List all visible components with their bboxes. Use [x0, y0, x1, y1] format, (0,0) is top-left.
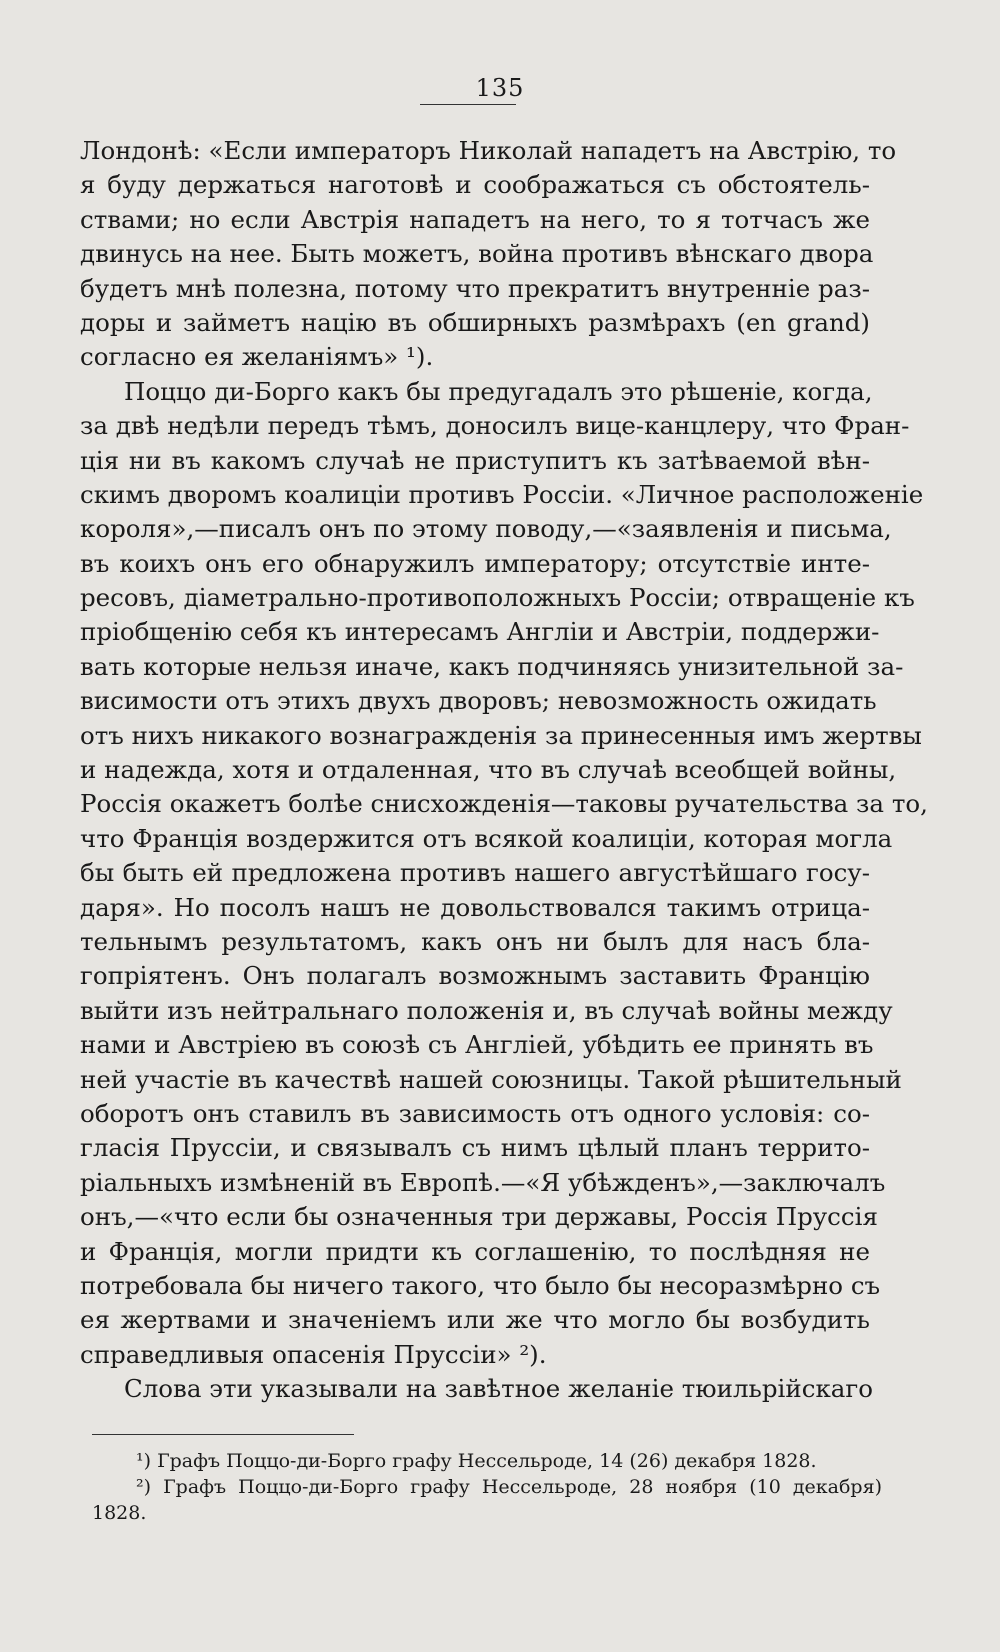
- text-line: доры и займетъ націю въ обширныхъ размѣрахъ (en grand): [80, 307, 870, 337]
- page-number: 135: [475, 74, 525, 102]
- text-line: нами и Австріею въ союзѣ съ Англіей, убѣдить ее принять въ: [80, 1030, 874, 1060]
- text-line: Лондонѣ: «Если императоръ Николай нападетъ на Австрію, то: [80, 136, 897, 165]
- text-line: ея жертвами и значеніемъ или же что могло бы возбудить: [80, 1305, 870, 1335]
- text-line: что Франція воздержится отъ всякой коалиціи, которая могла: [80, 823, 893, 853]
- text-line: гласія Пруссіи, и связывалъ съ нимъ цѣлый планъ террито-: [80, 1133, 870, 1163]
- text-line: бы быть ей предложена противъ нашего августѣйшаго госу-: [80, 858, 870, 888]
- text-line: и Франція, могли придти къ соглашенію, то послѣдняя не: [80, 1236, 870, 1266]
- text-line: ресовъ, діаметрально-противоположныхъ Россіи; отвращеніе къ: [80, 583, 915, 613]
- text-line: Россія окажетъ болѣе снисхожденія—таковы ручательства за то,: [80, 789, 928, 819]
- body-text: [80, 134, 928, 1406]
- text-line: согласно ея желаніямъ» ¹).: [80, 342, 434, 372]
- footnote-line: ¹) Графъ Поццо-ди-Борго графу Нессельроде, 14 (26) декабря 1828.: [136, 1450, 817, 1472]
- text-line: будетъ мнѣ полезна, потому что прекратитъ внутренніе раз-: [80, 273, 870, 303]
- text-line: даря». Но посолъ нашъ не довольствовался такимъ отрица-: [80, 892, 870, 922]
- text-line: и надежда, хотя и отдаленная, что въ случаѣ всеобщей войны,: [80, 755, 897, 785]
- text-line: я буду держаться наготовѣ и соображаться съ обстоятель-: [80, 170, 870, 200]
- text-line: Слова эти указывали на завѣтное желаніе тюильрійскаго: [124, 1374, 873, 1404]
- text-line: ріальныхъ измѣненій въ Европѣ.—«Я убѣжденъ»,—заключалъ: [80, 1167, 886, 1197]
- text-line: потребовала бы ничего такого, что было бы несоразмѣрно съ: [80, 1270, 881, 1300]
- text-line: вать которые нельзя иначе, какъ подчиняясь унизительной за-: [80, 651, 904, 681]
- text-line: за двѣ недѣли передъ тѣмъ, доносилъ вице-канцлеру, что Фран-: [80, 411, 910, 441]
- footnote-line: 1828.: [92, 1502, 147, 1524]
- text-line: ствами; но если Австрія нападетъ на него, то я тотчасъ же: [80, 204, 870, 234]
- text-line: пріобщенію себя къ интересамъ Англіи и Австріи, поддержи-: [80, 617, 880, 647]
- header-rule: [420, 104, 516, 105]
- footnote-line: ²) Графъ Поццо-ди-Борго графу Нессельроде, 28 ноября (10 декабря): [136, 1476, 882, 1498]
- footnotes: [92, 1448, 882, 1526]
- text-line: въ коихъ онъ его обнаружилъ императору; отсутствіе инте-: [80, 548, 870, 578]
- text-line: ція ни въ какомъ случаѣ не приступитъ къ затѣваемой вѣн-: [80, 445, 870, 475]
- text-line: гопріятенъ. Онъ полагалъ возможнымъ заставить Францію: [80, 961, 870, 991]
- text-line: короля»,—писалъ онъ по этому поводу,—«заявленія и письма,: [80, 514, 892, 544]
- text-line: висимости отъ этихъ двухъ дворовъ; невозможность ожидать: [80, 686, 877, 716]
- text-line: скимъ дворомъ коалиціи противъ Россіи. «Личное расположеніе: [80, 479, 924, 509]
- text-line: тельнымъ результатомъ, какъ онъ ни былъ для насъ бла-: [80, 926, 870, 956]
- text-line: Поццо ди-Борго какъ бы предугадалъ это рѣшеніе, когда,: [124, 376, 873, 406]
- text-line: онъ,—«что если бы означенныя три державы, Россія Пруссія: [80, 1202, 878, 1232]
- text-line: двинусь на нее. Быть можетъ, война противъ вѣнскаго двора: [80, 239, 874, 269]
- text-line: справедливыя опасенія Пруссіи» ²).: [80, 1339, 547, 1369]
- text-line: оборотъ онъ ставилъ въ зависимость отъ одного условія: со-: [80, 1098, 870, 1128]
- text-line: выйти изъ нейтральнаго положенія и, въ случаѣ войны между: [80, 995, 893, 1025]
- text-line: отъ нихъ никакого вознагражденія за принесенныя имъ жертвы: [80, 720, 922, 750]
- text-line: ней участіе въ качествѣ нашей союзницы. Такой рѣшительный: [80, 1064, 902, 1094]
- footnote-rule: [92, 1434, 354, 1435]
